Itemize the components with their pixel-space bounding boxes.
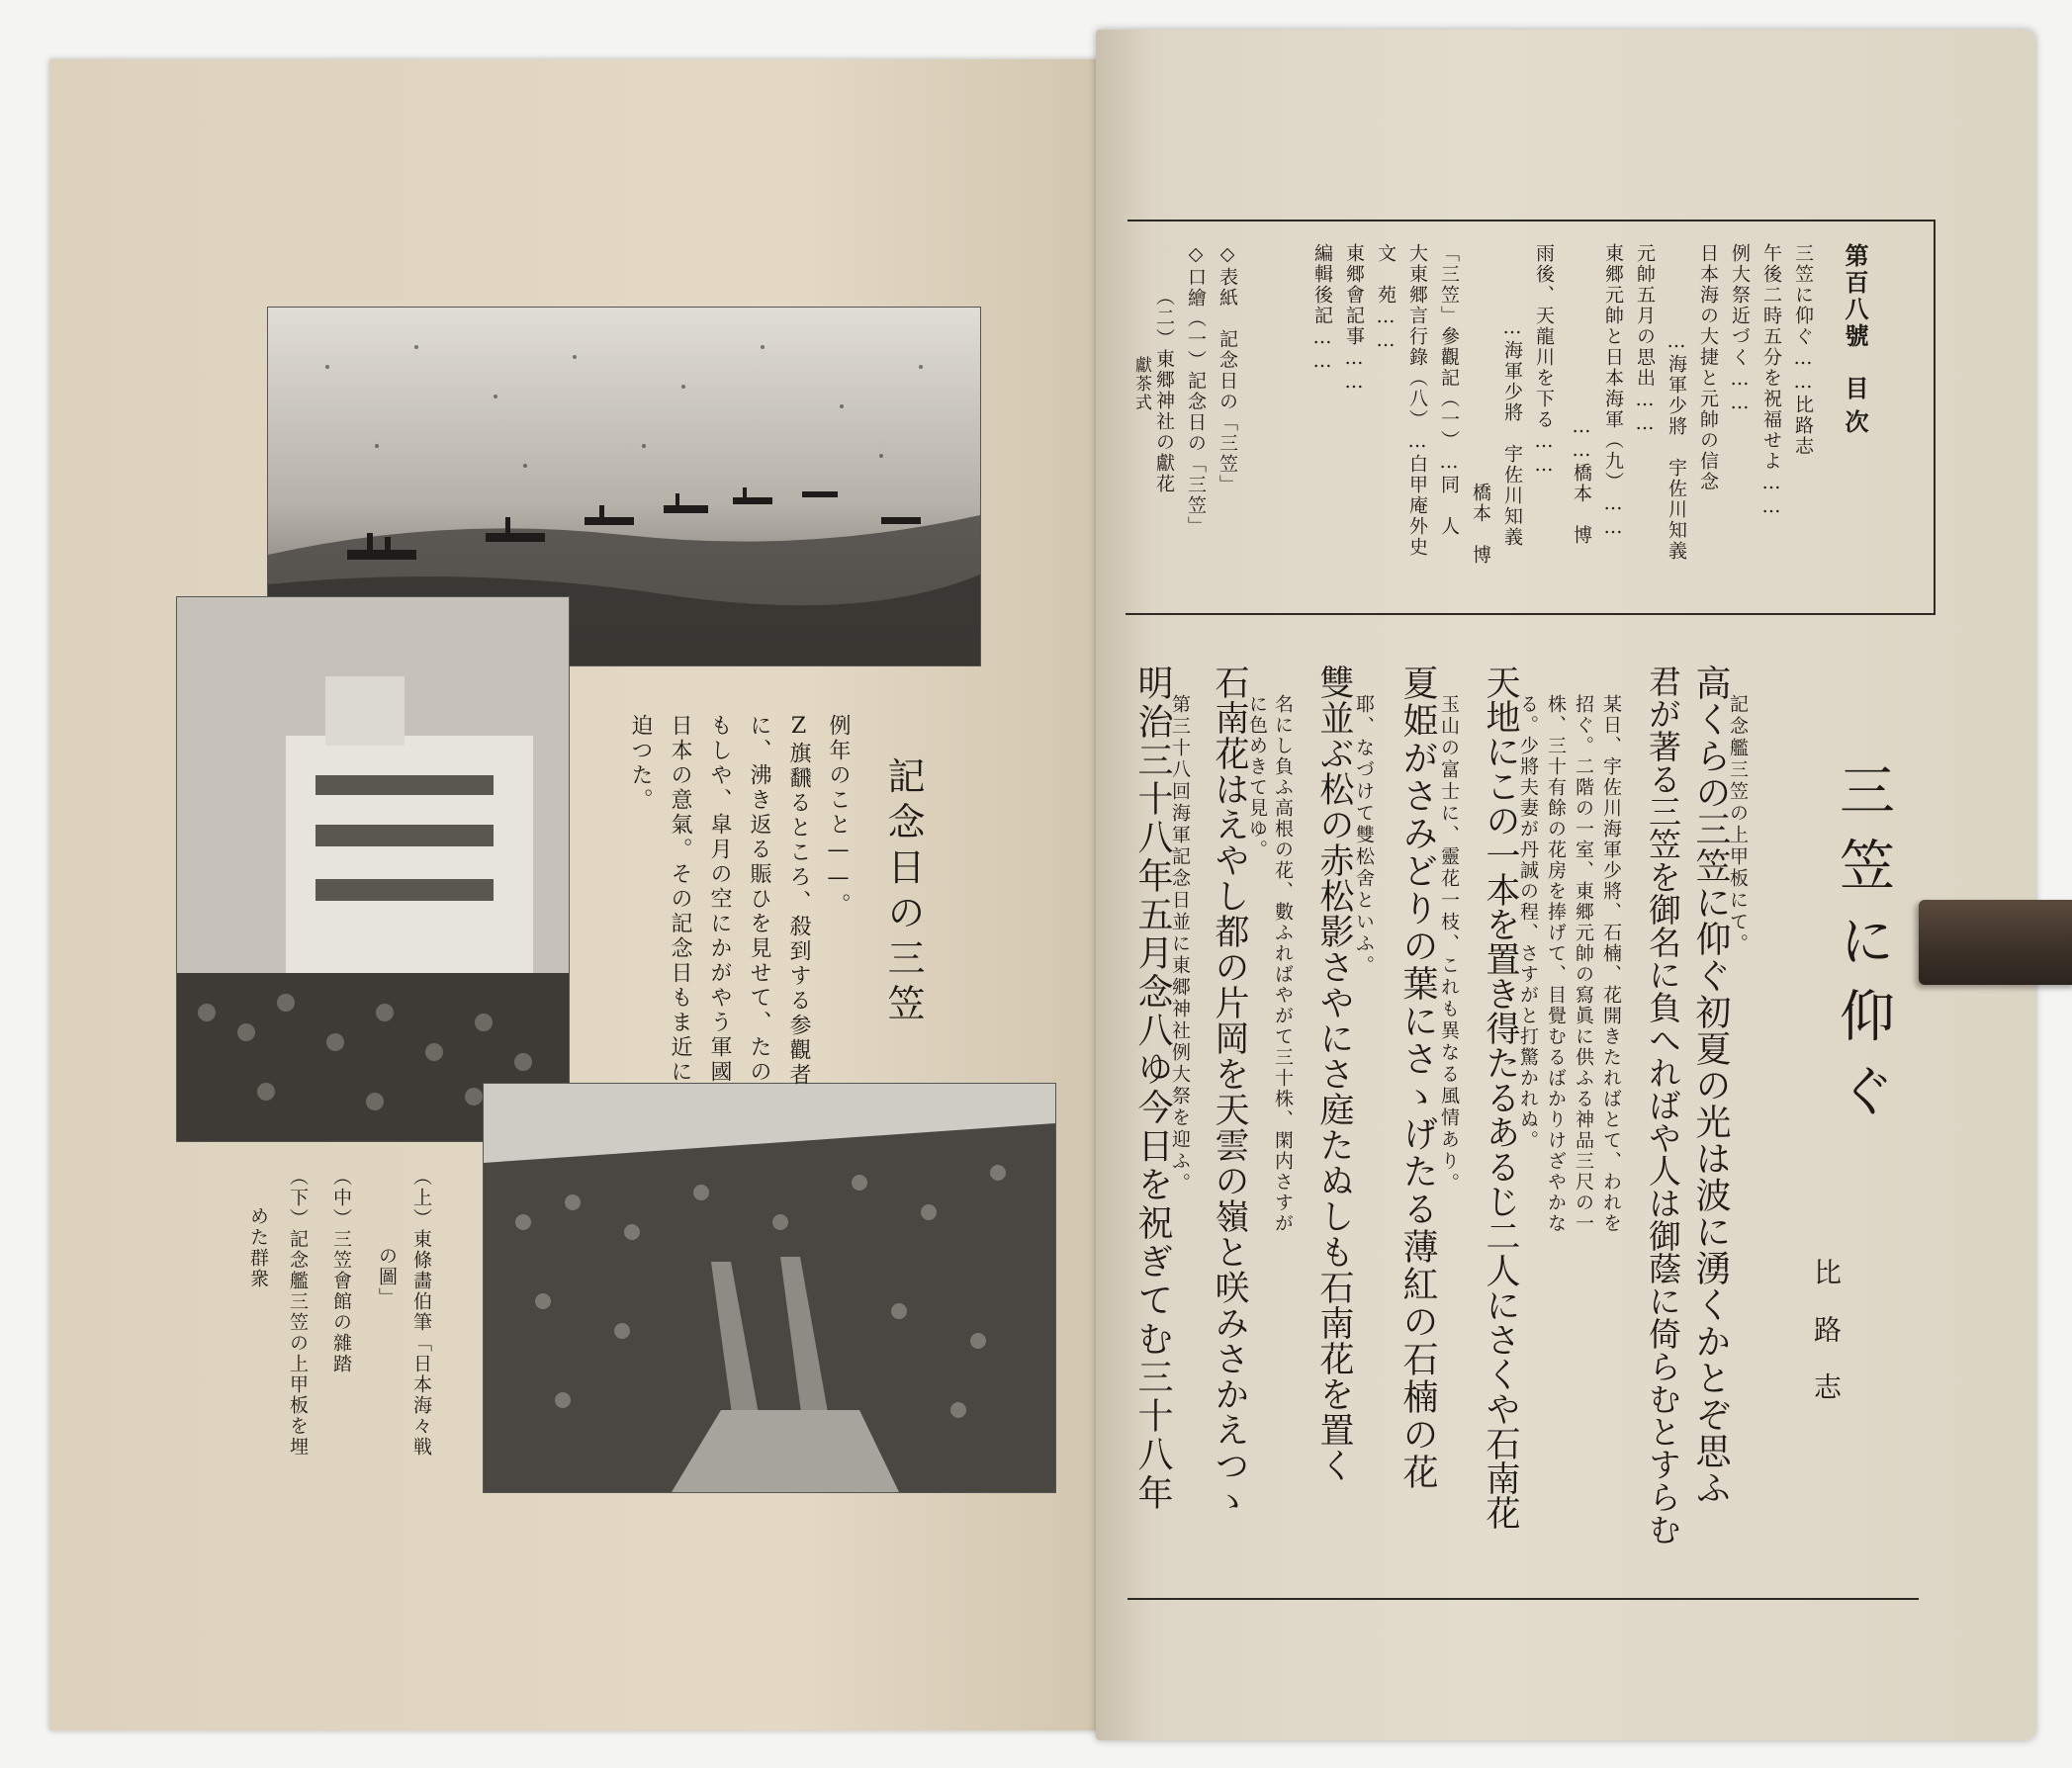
toc-entry: 橋本 博: [1470, 483, 1491, 566]
article-title: 記念日の三笠: [881, 756, 925, 1029]
caption-middle: （中）三笠會館の雜踏: [330, 1167, 352, 1374]
toc-entry[interactable]: 大東郷言行錄（八）…白甲庵外史: [1406, 243, 1428, 558]
toc-entry[interactable]: 東郷元帥と日本海軍（九）……: [1602, 243, 1624, 540]
toc-entry[interactable]: 三笠に仰ぐ……比路志: [1792, 243, 1814, 457]
toc-entry[interactable]: 「三笠」參觀記（一）…同 人: [1438, 243, 1460, 537]
toc-entry[interactable]: 雨後、天龍川を下る……: [1533, 243, 1555, 478]
body-line-6: 迫つた。: [628, 714, 653, 813]
poem-tanka: 君が著る三笠を御名に負へればや人は御蔭に倚らむとすらむ: [1644, 664, 1682, 1546]
page-bottom-rule: [1127, 1598, 1919, 1600]
toc-entry[interactable]: 文 苑……: [1375, 243, 1396, 353]
poem-note: 招ぐ。二階の一室、東郷元帥の寫眞に供ふる神品三尺の一: [1573, 694, 1594, 1234]
toc-entry: …海軍少將 宇佐川知義: [1501, 316, 1523, 548]
toc-extra: ◇表紙 記念日の「三笠」: [1216, 243, 1238, 495]
photo-mikasa-hall: [176, 596, 570, 1142]
poem-tanka: 明治三十八年五月念八ゆ今日を祝ぎてむ三十八年: [1132, 664, 1173, 1513]
body-line-4: もしや、皐月の空にかがやう軍國: [707, 714, 732, 1085]
poem-note: 名にし負ふ高根の花、數ふればやがて三十株、閑内さすが: [1272, 694, 1294, 1234]
poem-note: 玉山の富士に、靈花一枝、これも異なる風情あり。: [1438, 694, 1460, 1194]
toc-entry[interactable]: 日本海の大捷と元帥の信念: [1697, 243, 1719, 492]
toc-entry[interactable]: 元帥五月の思出……: [1634, 243, 1656, 436]
poem-tanka: 石南花はえやし都の片岡を天雲の嶺と咲みさかえつゝ: [1210, 664, 1249, 1519]
poem-note: 第三十八回海軍記念日並に東郷神社例大祭を迎ふ。: [1169, 694, 1191, 1194]
toc-entry: …海軍少將 宇佐川知義: [1666, 330, 1687, 562]
poem-title: 三笠に仰ぐ: [1831, 761, 1895, 1137]
bookmark-tab: [1919, 900, 2072, 985]
poem-note: る。少將夫妻が丹誠の程、さすがと打驚かれぬ。: [1517, 694, 1539, 1151]
poem-note: 耶、なづけて雙松舍といふ。: [1353, 694, 1375, 977]
caption-top: （上）東條畵伯筆「日本海々戦: [410, 1167, 432, 1458]
poem-tanka: 雙並ぶ松の赤松影さやにさ庭たぬしも石南花を置く: [1314, 664, 1354, 1483]
caption-bottom: （下）記念艦三笠の上甲板を埋: [287, 1167, 309, 1458]
toc-entry[interactable]: 編輯後記……: [1311, 243, 1333, 374]
poem-author: 比路志: [1810, 1258, 1843, 1430]
caption-top-cont: の圖」: [376, 1246, 398, 1308]
poem-tanka: 高くらの三笠に仰ぐ初夏の光は波に湧くかとぞ思ふ: [1690, 664, 1731, 1506]
toc-top-rule: [1127, 220, 1935, 221]
body-line-3: に、沸き返る賑ひを見せて、たの: [747, 714, 771, 1085]
toc-bottom-rule: [1126, 613, 1935, 615]
body-line-5: 日本の意氣。その記念日もま近に: [668, 714, 692, 1085]
toc-right-rule: [1934, 220, 1936, 615]
toc-extra: 獻茶式: [1131, 356, 1151, 412]
poem-note: 株、三十有餘の花房を捧げて、目覺むるばかりけざやかな: [1545, 694, 1567, 1234]
toc-entry[interactable]: 午後二時五分を祝福せよ……: [1760, 243, 1782, 519]
photo-mikasa-deck: [483, 1083, 1056, 1493]
toc-extra: ◇口繪（一）記念日の「三笠」: [1185, 243, 1207, 537]
body-line-1: 例年のこと——。: [826, 714, 851, 918]
toc-extra: （二）東郷神社の獻花: [1153, 287, 1175, 494]
toc-entry: ……橋本 博: [1571, 415, 1592, 546]
toc-entry[interactable]: 東郷會記事……: [1343, 243, 1365, 395]
poem-note: 某日、宇佐川海軍少將、石楠、花開きたればとて、われを: [1600, 694, 1622, 1234]
poem-note: 記念艦三笠の上甲板にて。: [1727, 694, 1749, 955]
poem-tanka: 夏姫がさみどりの葉にさゝげたる薄紅の石楠の花: [1397, 664, 1438, 1491]
toc-entry[interactable]: 例大祭近づく……: [1729, 243, 1751, 415]
poem-tanka: 天地にこの一本を置き得たるあるじ二人にさくや石南花: [1481, 664, 1520, 1530]
caption-bottom-cont: めた群衆: [247, 1206, 269, 1289]
toc-heading: 目次: [1841, 376, 1869, 443]
poem-note: に色めきて見ゆ。: [1246, 694, 1268, 860]
toc-issue-number: 第百八號: [1841, 243, 1869, 350]
body-line-2: Z旗飜るところ、殺到する参觀者: [786, 714, 811, 1088]
